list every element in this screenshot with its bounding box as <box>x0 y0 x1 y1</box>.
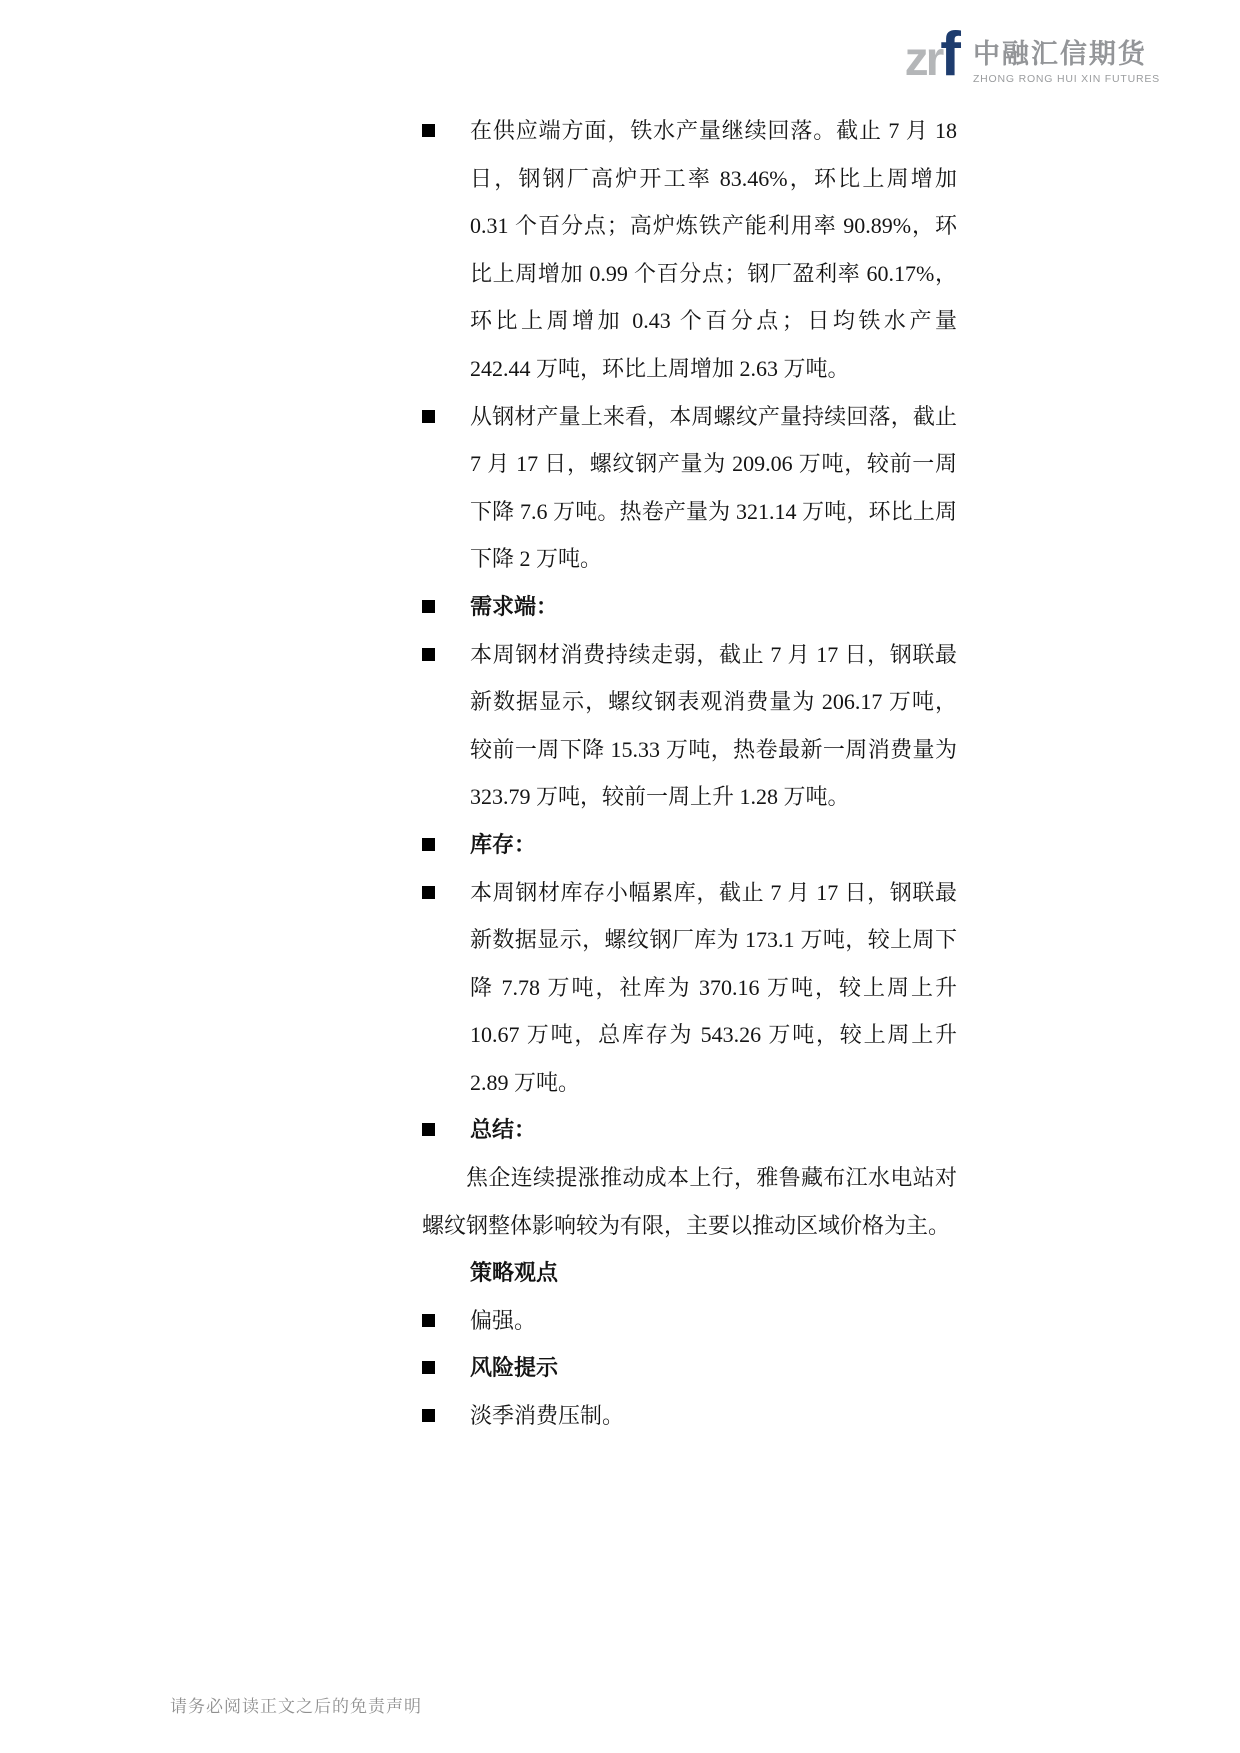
post-bullet-list <box>422 1297 957 1440</box>
report-body <box>422 107 957 1440</box>
bullet-item <box>422 1297 957 1345</box>
bullet-text: 在供应端方面，铁水产量继续回落。截止 7 月 18 日，钢钢厂高炉开工率 83.46%，环比上周增加 0.31 个百分点；高炉炼铁产能利用率 90.89%，环比上周增加 0.99 个百分点；钢厂盈利率 60.17%，环比上周增加 0.43 个百分点；日均铁水产量 242.44 万吨，环比上周增加 2.63 万吨。 <box>470 118 957 381</box>
bullet-list <box>422 107 957 1154</box>
bullet-text: 总结： <box>470 1117 537 1143</box>
disclaimer-footer: 请务必阅读正文之后的免责声明 <box>170 1697 422 1716</box>
bullet-item <box>422 821 957 869</box>
bullet-item <box>422 107 957 393</box>
bullet-square-icon <box>422 648 435 661</box>
bullet-square-icon <box>422 410 435 423</box>
bullet-text: 淡季消费压制。 <box>470 1403 625 1429</box>
bullet-text: 本周钢材库存小幅累库，截止 7 月 17 日，钢联最新数据显示，螺纹钢厂库为 173.1 万吨，较上周下降 7.78 万吨，社库为 370.16 万吨，较上周上升 10.67 万吨，总库存为 543.26 万吨，较上周上升 2.89 万吨。 <box>470 879 957 1095</box>
bullet-text: 本周钢材消费持续走弱，截止 7 月 17 日，钢联最新数据显示，螺纹钢表观消费量为 206.17 万吨，较前一周下降 15.33 万吨，热卷最新一周消费量为 323.79 万吨，较前一周上升 1.28 万吨。 <box>470 641 957 810</box>
bullet-item <box>422 1392 957 1440</box>
company-name-cn: 中融汇信期货 <box>972 39 1147 70</box>
bullet-square-icon <box>422 1123 435 1136</box>
company-name-en: ZHONG RONG HUI XIN FUTURES <box>972 73 1160 85</box>
bullet-item <box>422 631 957 821</box>
bullet-item <box>422 1344 957 1392</box>
summary-paragraph: 焦企连续提涨推动成本上行，雅鲁藏布江水电站对螺纹钢整体影响较为有限，主要以推动区域价格为主。 <box>422 1165 957 1238</box>
logo-f-text: f <box>940 20 961 89</box>
bullet-square-icon <box>422 838 435 851</box>
bullet-text: 需求端： <box>470 593 559 619</box>
company-logo <box>904 20 1160 89</box>
bullet-square-icon <box>422 124 435 137</box>
bullet-text: 库存： <box>470 831 537 857</box>
bullet-square-icon <box>422 886 435 899</box>
bullet-item <box>422 1106 957 1154</box>
bullet-square-icon <box>422 600 435 613</box>
bullet-square-icon <box>422 1314 435 1327</box>
bullet-square-icon <box>422 1361 435 1374</box>
company-names <box>973 40 1160 86</box>
bullet-text: 偏强。 <box>470 1307 537 1333</box>
strategy-heading: 策略观点 <box>470 1260 559 1286</box>
bullet-text: 风险提示 <box>470 1355 559 1381</box>
bullet-square-icon <box>422 1409 435 1422</box>
bullet-item <box>422 869 957 1107</box>
logo-zr-text: zr <box>904 33 942 86</box>
logo-zrf-mark <box>904 20 961 89</box>
bullet-text: 从钢材产量上来看，本周螺纹产量持续回落，截止 7 月 17 日，螺纹钢产量为 209.06 万吨，较前一周下降 7.6 万吨。热卷产量为 321.14 万吨，环比上周下降 2 万吨。 <box>470 403 957 572</box>
bullet-item <box>422 393 957 583</box>
bullet-item <box>422 583 957 631</box>
